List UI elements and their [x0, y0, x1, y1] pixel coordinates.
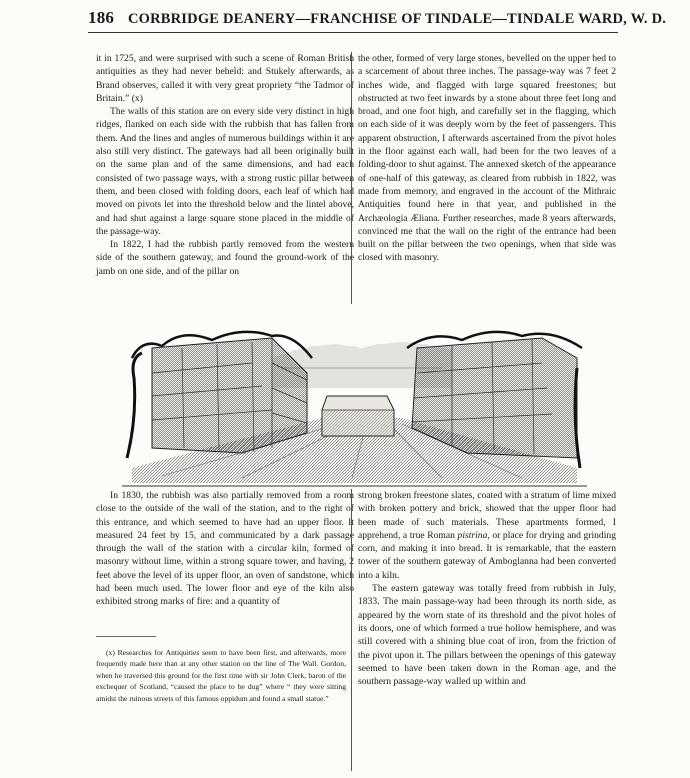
italic-term: pistrina: [457, 529, 488, 541]
column-separator: [351, 52, 352, 304]
footnote-rule: [96, 636, 156, 637]
bottom-right-column: [358, 489, 616, 688]
engraving-gateway-ruins-icon: [122, 318, 587, 488]
paragraph: [358, 489, 616, 582]
header-rule: [88, 32, 618, 33]
paragraph: the other, formed of very large stones, bevelled on the upper bed to a scarcement of about three inches. The passage-way was 7 feet 2 inches wide, and flagged with large squared freestones; but obstructed at two feet inwards by a stone about three feet long and broad, and one foot high, and carefully set in the flagging, which on each side of it was deeply worn by the feet of passengers. This apparent obstruction, I afterwards ascertained from the pivot holes in the floor against each wall, had been for the two leaves of a folding-door to shut against. The annexed sketch of the appearance of one-half of this gateway, as cleared from rubbish in 1822, was made from memory, and engraved in the account of the Mithraic Antiquities found here in that year, and published in the Archæologia Æliana. Further researches, made 8 years afterwards, convinced me that the wall on the right of the entrance had been built on the pillar between the two openings, when that side was closed with masonry.: [358, 53, 616, 264]
paragraph: it in 1725, and were surprised with such a scene of Roman British antiquities as they had never beheld: and Stukely afterwards, as Brand observes, called it with very great propriety “the Tadmor of Britain.” (x): [96, 53, 354, 104]
paragraph: The walls of this station are on every side very distinct in high ridges, flanked on each side with the rubbish that has fallen from them. And the lines and angles of numerous buildings within it are also still very distinct. The gateways had all been originally built on the same plan and of the same dimensions, and had each consisted of two passage ways, with a strong rustic pillar between them, and been closed with folding doors, each leaf of which had moved on pivots let into the threshold below and the lintel above, and had shut against a large square stone placed in the middle of the passage-way.: [96, 106, 354, 237]
running-title: CORBRIDGE DEANERY—FRANCHISE OF TINDALE—TINDALE WARD, W. D.: [127, 11, 667, 27]
top-left-column: [96, 52, 354, 278]
paragraph-text: , or place for drying and grinding corn, and making it into bread. It is remarkable, that the eastern tower of the southern gateway of Amboglanna had been converted into a kiln.: [358, 529, 616, 581]
paragraph-text: strong broken freestone slates, coated with a stratum of lime mixed with broken pottery and brick, showed that the upper floor had been made of such materials. These apartments formed, I apprehend, a true Roman: [358, 490, 616, 541]
page-number: 186: [88, 8, 115, 27]
paragraph: In 1830, the rubbish was also partially removed from a room close to the outside of the wall of the station, and to the right of this entrance, and which seemed to have had an upper floor. It measured 24 feet by 15, and communicated by a dark passage through the wall of the station with a circular kiln, formed of masonry without lime, within a strong square tower, and having, 2 feet above the level of its upper floor, an oven of sandstone, which had been much used. The lower floor and eye of the kiln also exhibited strong marks of fire: and a quantity of: [96, 490, 354, 608]
paragraph: The eastern gateway was totally freed from rubbish in July, 1833. The main passage-way had been through its north side, as appeared by the worn state of its threshold and the pivot holes of its doors, one of which formed a true hollow hemisphere, and was still covered with a shining blue coat of iron, from the friction of the pivot upon it. The pillars between the openings of this gateway seemed to have been taken down in the Roman age, and the southern passage-way walled up within and: [358, 583, 616, 688]
bottom-left-column: [96, 489, 354, 609]
paragraph: In 1822, I had the rubbish partly removed from the western side of the southern gateway, and found the ground-work of the jamb on one side, and of the pillar on: [96, 239, 354, 277]
engraving-illustration: [122, 318, 587, 488]
column-separator: [351, 489, 352, 771]
top-right-column: [358, 52, 616, 265]
footnote: [96, 647, 346, 704]
footnote-text: (x) Researches for Antiquities seem to have been first, and afterwards, more frequently made here than at any other station on the line of The Wall. Gordon, when he traversed this ground for the first time with sir John Clerk, baron of the exchequer of Scotland, “caused the place to be dug” where “ they were sitting amidst the ruinous streets of this famous oppidum and found a small statue.”: [96, 648, 346, 703]
running-header: [88, 8, 667, 28]
